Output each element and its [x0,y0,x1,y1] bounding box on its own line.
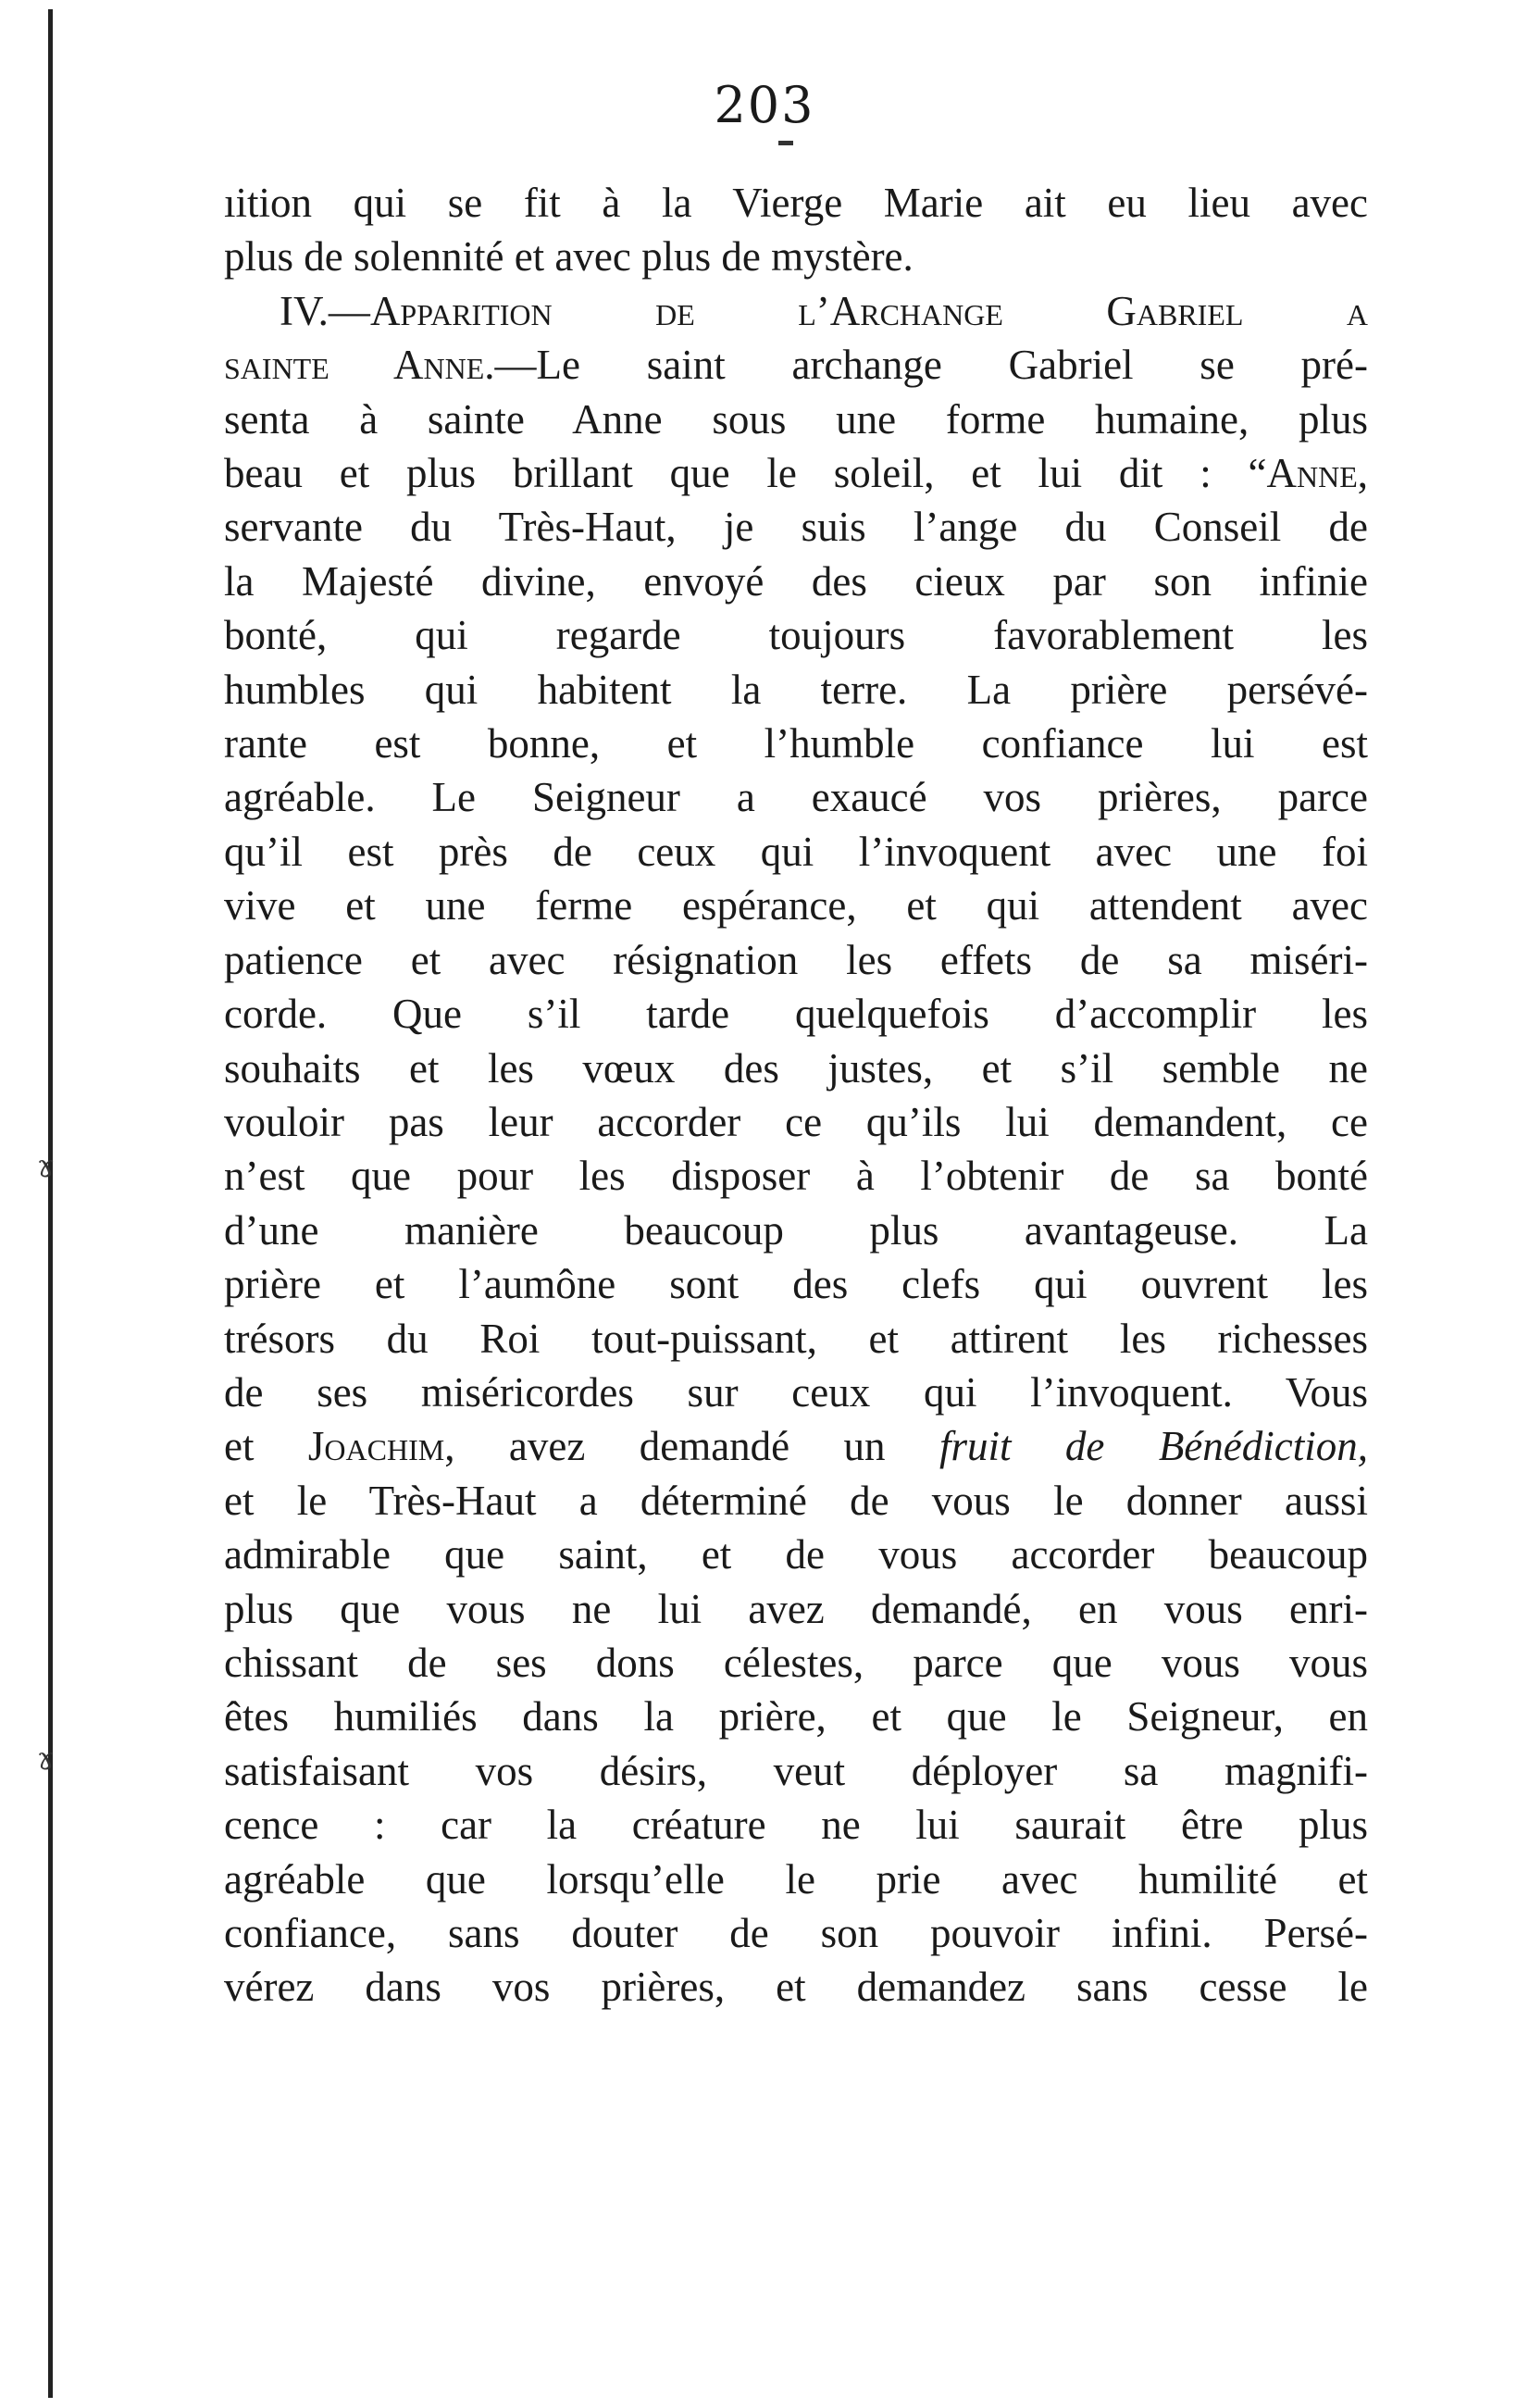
text-run: êtes humiliés dans la prière, et que le Seigneur, en [224,1693,1368,1740]
text-run: —Le saint archange Gabriel se pré- [494,342,1368,389]
text-run: et le Très-Haut a déterminé de vous le donner aussi [224,1477,1368,1524]
text-run: la Majesté divine, envoyé des cieux par son infinie [224,557,1368,605]
text-run: admirable que saint, et de vous accorder beaucoup [224,1531,1368,1578]
text-line [224,1366,1368,1419]
text-run: prière et l’aumône sont des clefs qui ouvrent les [224,1261,1368,1308]
text-line [224,1419,1368,1473]
text-run: de ses miséricordes sur ceux qui l’invoquent. Vous [224,1368,1368,1416]
text-line [224,338,1368,392]
text-run: trésors du Roi tout-puissant, et attirent les richesses [224,1315,1368,1362]
text-run: patience et avec résignation les effets de sa miséri- [224,936,1368,983]
text-run: rante est bonne, et l’humble confiance lui est [224,720,1368,767]
text-line [224,500,1368,554]
text-run: vérez dans vos prières, et demandez sans cesse le [224,1964,1368,2011]
text-line [224,1257,1368,1311]
text-run: servante du Très-Haut, je suis l’ange du Conseil de [224,504,1368,551]
text-line [224,1636,1368,1690]
page-number: 203 [714,76,815,134]
text-line [224,284,1368,338]
text-run: fruit de Bénédiction, [939,1423,1368,1470]
text-run: senta à sainte Anne sous une forme humaine, plus [224,395,1368,443]
text-run: agréable que lorsqu’elle le prie avec humilité et [224,1855,1368,1903]
text-line [224,1690,1368,1743]
text-run: beau et plus brillant que le soleil, et lui dit : “ [224,450,1267,497]
text-run: ıition qui se fit à la Vierge Marie ait eu lieu avec [224,180,1368,226]
text-run: corde. Que s’il tarde quelquefois d’accomplir les [224,991,1368,1038]
text-run: confiance, sans douter de son pouvoir infini. Persé- [224,1910,1368,1956]
text-line [224,879,1368,932]
text-run: Apparition de l’Archange Gabriel a [369,287,1368,334]
text-run: qu’il est près de ceux qui l’invoquent avec une foi [224,828,1368,875]
text-line [224,825,1368,879]
text-line [224,1853,1368,1906]
text-run: agréable. Le Seigneur a exaucé vos prières, parce [224,774,1368,821]
text-run: Joachim [307,1423,445,1470]
text-run: cence : car la créature ne lui saurait être plus [224,1802,1368,1849]
text-line [224,1312,1368,1366]
text-run: satisfaisant vos désirs, veut déployer sa magnifi- [224,1747,1368,1794]
text-run: vouloir pas leur accorder ce qu’ils lui demandent, ce [224,1098,1368,1145]
text-line [224,987,1368,1041]
text-run: sainte Anne. [224,342,495,389]
margin-tick-upper: ɤ [37,1148,56,1185]
text-line [224,1744,1368,1798]
text-run: chissant de ses dons célestes, parce que vous vous [224,1639,1368,1686]
text-run: souhaits et les vœux des justes, et s’il semble ne [224,1044,1368,1092]
text-line [224,393,1368,446]
text-run: plus de solennité et avec plus de mystère. [224,233,914,281]
text-line [224,1960,1368,2014]
text-line [224,1204,1368,1257]
text-line [224,1095,1368,1149]
text-line [224,933,1368,987]
margin-tick-lower: ɤ [37,1740,56,1778]
text-line [224,446,1368,500]
text-line [224,1042,1368,1095]
text-run: d’une manière beaucoup plus avantageuse. La [224,1206,1368,1254]
text-line [224,1906,1368,1960]
text-run: vive et une ferme espérance, et qui attendent avec [224,882,1368,930]
page-number-dash [778,141,793,145]
text-line [224,1582,1368,1636]
text-line [224,770,1368,824]
text-line [224,717,1368,770]
text-line [224,608,1368,662]
text-line [224,663,1368,717]
text-run: humbles qui habitent la terre. La prière persévé- [224,666,1368,713]
text-line [224,1798,1368,1852]
text-run: , avez demandé un [444,1423,939,1470]
text-run: IV.— [280,287,370,334]
text-run: et [224,1423,308,1470]
text-run: plus que vous ne lui avez demandé, en vous enri- [224,1585,1368,1632]
text-line [224,176,1368,230]
text-line [224,230,1368,283]
page-binding-line [48,9,53,2398]
text-run: n’est que pour les disposer à l’obtenir de sa bonté [224,1153,1368,1200]
text-line [224,1149,1368,1203]
text-run: Anne, [1266,450,1368,497]
text-run: bonté, qui regarde toujours favorablement les [224,612,1368,659]
page-body-text [224,176,1368,2015]
text-line [224,1474,1368,1528]
text-line [224,555,1368,608]
text-line [224,1528,1368,1581]
